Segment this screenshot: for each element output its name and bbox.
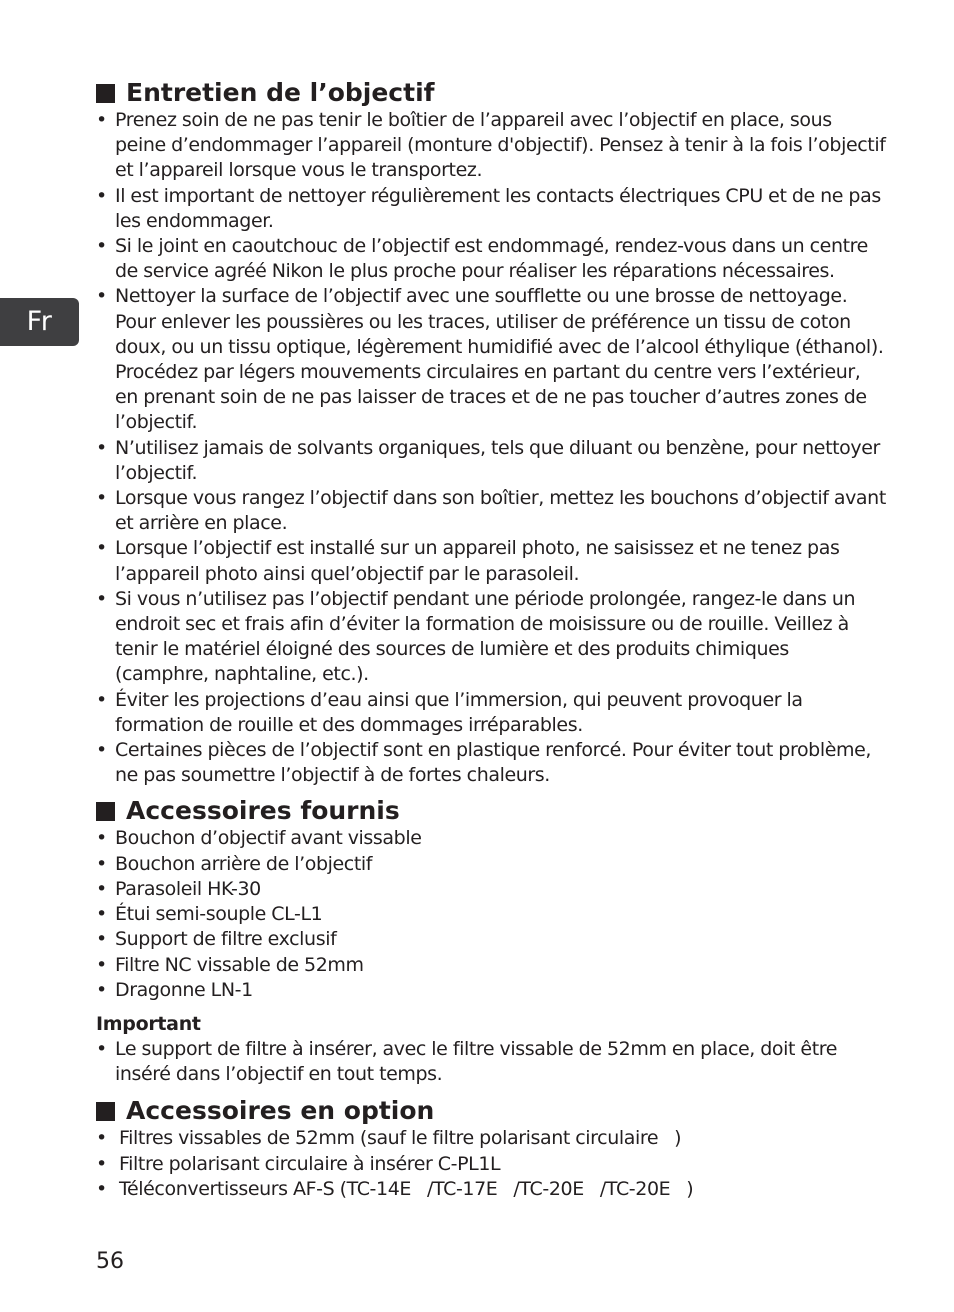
bullet-icon: • bbox=[96, 537, 107, 560]
bullet-icon: • bbox=[96, 827, 107, 850]
bullet-icon: • bbox=[96, 953, 107, 976]
list-item: • Le support de filtre à insérer, avec le filtre vissable de 52mm en place, doit être inséré dans l’objectif en tout temps. bbox=[96, 1037, 838, 1086]
bullet-icon: • bbox=[96, 852, 107, 875]
page-number: 56 bbox=[96, 1249, 124, 1274]
list-item: • Lorsque vous rangez l’objectif dans son boîtier, mettez les bouchons d’objectif avant et arrière en place. bbox=[96, 487, 886, 535]
bullet-icon: • bbox=[96, 184, 107, 207]
list-item: • Étui semi-souple CL-L1 bbox=[96, 902, 886, 927]
bullet-icon: • bbox=[96, 877, 107, 900]
bullet-icon: • bbox=[96, 688, 107, 711]
list-item: • Filtres vissables de 52mm (sauf le filtre polarisant circulaire ) bbox=[96, 1126, 886, 1151]
list-item: • Dragonne LN-1 bbox=[96, 978, 886, 1003]
bullet-icon: • bbox=[96, 978, 107, 1001]
section-title-text: Accessoires fournis bbox=[126, 796, 400, 826]
optional-accessories-list bbox=[96, 1126, 886, 1202]
list-item: • N’utilisez jamais de solvants organiques, tels que diluant ou benzène, pour nettoyer l’objectif. bbox=[96, 436, 880, 484]
list-item: • Filtre NC vissable de 52mm bbox=[96, 953, 886, 978]
language-tab: Fr bbox=[0, 298, 79, 346]
list-item: • Téléconvertisseurs AF-S (TC-14E /TC-17E /TC-20E /TC-20E ) bbox=[96, 1177, 886, 1202]
list-item: • Support de filtre exclusif bbox=[96, 927, 886, 952]
section-optional-accessories bbox=[96, 1096, 886, 1202]
list-item: • Il est important de nettoyer régulièrement les contacts électriques CPU et de ne pas les endommager. bbox=[96, 184, 881, 232]
square-bullet-icon bbox=[96, 802, 115, 821]
bullet-icon: • bbox=[96, 235, 107, 258]
list-item: • Bouchon arrière de l’objectif bbox=[96, 852, 886, 877]
section-title-text: Accessoires en option bbox=[126, 1096, 435, 1126]
square-bullet-icon bbox=[96, 84, 115, 103]
list-item: • Éviter les projections d’eau ainsi que l’immersion, qui peuvent provoquer la formation de rouille et des dommages irréparables. bbox=[96, 688, 803, 736]
list-item: • Lorsque l’objectif est installé sur un appareil photo, ne saisissez et ne tenez pas l’appareil photo ainsi quel’objectif par le parasoleil. bbox=[96, 537, 840, 585]
square-bullet-icon bbox=[96, 1102, 115, 1121]
section-title-optional-accessories bbox=[96, 1096, 886, 1126]
bullet-icon: • bbox=[96, 487, 107, 510]
section-title-lens-care bbox=[96, 78, 886, 108]
section-lens-care bbox=[96, 78, 886, 788]
bullet-icon: • bbox=[96, 285, 107, 308]
section-title-supplied-accessories bbox=[96, 796, 886, 826]
section-supplied-accessories bbox=[96, 796, 886, 1087]
list-item: • Certaines pièces de l’objectif sont en plastique renforcé. Pour éviter tout problème, ne pas soumettre l’objectif à de fortes chaleurs. bbox=[96, 739, 872, 787]
list-item: • Prenez soin de ne pas tenir le boîtier de l’appareil avec l’objectif en place, sous peine d’endommager l’appareil (monture d'objectif). Pensez à tenir à la fois l’objectif et l’appareil lorsque vous le transportez. bbox=[96, 109, 886, 182]
bullet-icon: • bbox=[96, 903, 107, 926]
lens-care-list bbox=[96, 108, 886, 788]
page-content bbox=[96, 78, 886, 1202]
bullet-icon: • bbox=[96, 1037, 107, 1060]
bullet-icon: • bbox=[96, 1177, 107, 1200]
bullet-icon: • bbox=[96, 1127, 107, 1150]
bullet-icon: • bbox=[96, 436, 107, 459]
bullet-icon: • bbox=[96, 928, 107, 951]
bullet-icon: • bbox=[96, 587, 107, 610]
bullet-icon: • bbox=[96, 739, 107, 762]
important-heading: Important bbox=[96, 1012, 201, 1035]
list-item: • Parasoleil HK-30 bbox=[96, 877, 886, 902]
list-item: • Si le joint en caoutchouc de l’objectif est endommagé, rendez-vous dans un centre de service agréé Nikon le plus proche pour réaliser les réparations nécessaires. bbox=[96, 235, 868, 283]
important-list bbox=[96, 1037, 886, 1087]
supplied-accessories-list bbox=[96, 826, 886, 1002]
list-item: • Si vous n’utilisez pas l’objectif pendant une période prolongée, rangez-le dans un endroit sec et frais afin d’éviter la formation de moisissure ou de rouille. Veillez à tenir le matériel éloigné des sources de lumière et des produits chimiques (camphre, naphtaline, etc.). bbox=[96, 587, 856, 686]
list-item: • Bouchon d’objectif avant vissable bbox=[96, 826, 886, 851]
section-title-text: Entretien de l’objectif bbox=[126, 78, 435, 107]
list-item: • Nettoyer la surface de l’objectif avec une soufflette ou une brosse de nettoyage. Pour enlever les poussières ou les traces, utiliser de préférence un tissu de coton doux, ou un tissu optique, légèrement humidifié avec de l’alcool éthylique (éthanol). Procédez par légers mouvements circulaires en partant du centre vers l’extérieur, en prenant soin de ne pas laisser de traces et de ne pas toucher d’autres zones de l’objectif. bbox=[96, 285, 884, 434]
bullet-icon: • bbox=[96, 109, 107, 131]
bullet-icon: • bbox=[96, 1152, 107, 1175]
list-item: • Filtre polarisant circulaire à insérer C-PL1L bbox=[96, 1152, 886, 1177]
